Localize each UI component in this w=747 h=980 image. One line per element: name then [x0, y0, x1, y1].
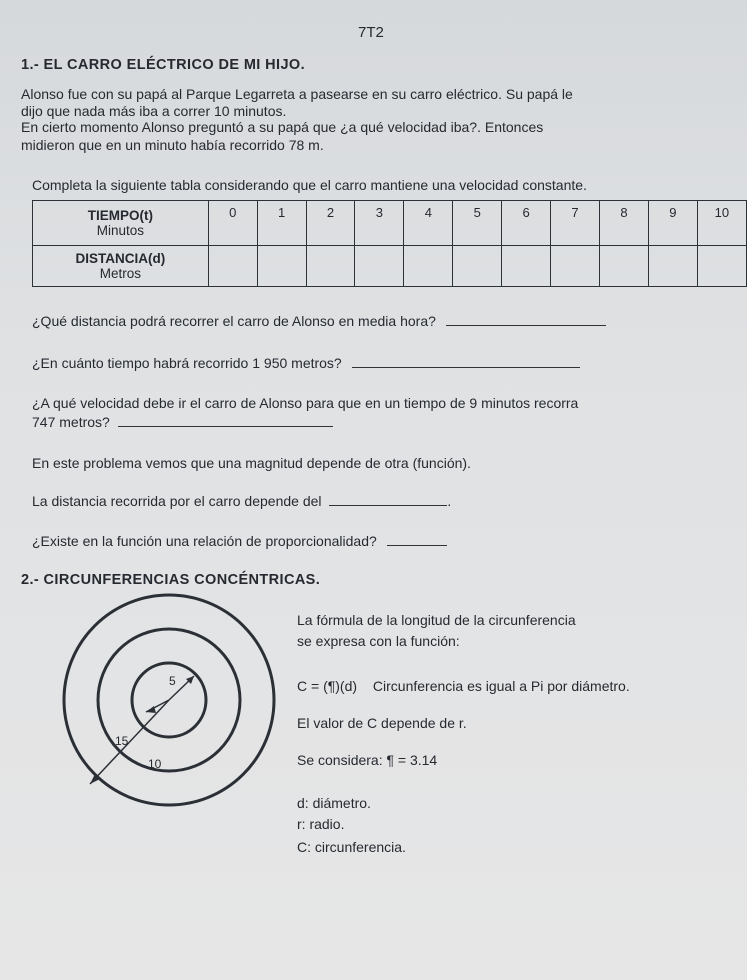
distance-unit: Metros: [99, 266, 141, 281]
time-cell: 1: [257, 201, 306, 246]
paragraph-line-1: Alonso fue con su papá al Parque Legarreta a pasearse en su carro eléctrico. Su papá le: [21, 86, 573, 102]
table-instruction: Completa la siguiente tabla considerando que el carro mantiene una velocidad constante.: [32, 177, 587, 193]
function-statement: En este problema vemos que una magnitud depende de otra (función).: [32, 455, 471, 471]
answer-line[interactable]: [387, 533, 447, 546]
distance-label-cell: [33, 246, 209, 287]
question-speed-line1: ¿A qué velocidad debe ir el carro de Alonso para que en un tiempo de 9 minutos recorra: [32, 395, 579, 411]
distance-blank-cell[interactable]: [355, 246, 404, 287]
time-label: TIEMPO(t): [87, 208, 153, 223]
question-half-hour: [32, 313, 606, 329]
question-depends-end: .: [447, 493, 452, 509]
question-1950: [32, 355, 580, 371]
radius-label-10: 10: [148, 757, 162, 771]
formula-line: [297, 678, 630, 694]
concentric-circles-diagram: [60, 590, 300, 820]
formula-intro-1: La fórmula de la longitud de la circunferencia: [297, 612, 576, 628]
distance-blank-cell[interactable]: [697, 246, 746, 287]
distance-label: DISTANCIA(d): [75, 251, 166, 266]
definition-c: C: circunferencia.: [297, 839, 406, 855]
time-cell: 8: [599, 201, 648, 246]
time-cell: 3: [355, 201, 404, 246]
paragraph-line-3: En cierto momento Alonso preguntó a su papá que ¿a qué velocidad iba?. Entonces: [21, 119, 544, 135]
question-speed-line2: [32, 414, 333, 430]
formula: C = (¶)(d): [297, 678, 358, 694]
definition-d: d: diámetro.: [297, 795, 371, 811]
question-depends: [32, 493, 451, 509]
distance-row: [33, 246, 747, 287]
time-cell: 9: [648, 201, 697, 246]
time-cell: 2: [306, 201, 355, 246]
time-cell: 10: [697, 201, 746, 246]
radius-label-5: 5: [169, 674, 176, 688]
distance-blank-cell[interactable]: [648, 246, 697, 287]
answer-line[interactable]: [446, 313, 606, 326]
distance-blank-cell[interactable]: [306, 246, 355, 287]
question-depends-text: La distancia recorrida por el carro depende del: [32, 493, 322, 509]
definition-r: r: radio.: [297, 816, 345, 832]
time-cell: 4: [404, 201, 453, 246]
distance-blank-cell[interactable]: [257, 246, 306, 287]
question-1950-text: ¿En cuánto tiempo habrá recorrido 1 950 metros?: [32, 355, 342, 371]
formula-description: Circunferencia es igual a Pi por diámetro.: [372, 678, 630, 694]
paragraph-line-2: dijo que nada más iba a correr 10 minutos.: [21, 103, 287, 119]
time-unit: Minutos: [96, 223, 144, 238]
distance-blank-cell[interactable]: [502, 246, 551, 287]
time-row: [33, 201, 747, 246]
answer-line[interactable]: [352, 355, 580, 368]
paragraph-line-4: midieron que en un minuto había recorrido 78 m.: [21, 137, 324, 153]
distance-blank-cell[interactable]: [208, 246, 257, 287]
section1-title: 1.- EL CARRO ELÉCTRICO DE MI HIJO.: [21, 57, 306, 73]
radius-label-15: 15: [115, 734, 129, 748]
answer-line[interactable]: [329, 493, 447, 506]
distance-blank-cell[interactable]: [551, 246, 600, 287]
question-half-hour-text: ¿Qué distancia podrá recorrer el carro de Alonso en media hora?: [32, 313, 436, 329]
question-speed-line2-text: 747 metros?: [32, 414, 110, 430]
time-cell: 7: [551, 201, 600, 246]
formula-intro-2: se expresa con la función:: [297, 633, 460, 649]
time-cell: 6: [502, 201, 551, 246]
depends-statement: El valor de C depende de r.: [297, 715, 467, 731]
pi-value: Se considera: ¶ = 3.14: [297, 752, 438, 768]
question-proportionality: [32, 533, 447, 549]
distance-blank-cell[interactable]: [453, 246, 502, 287]
answer-line[interactable]: [118, 414, 333, 427]
time-distance-table: [32, 200, 747, 287]
header-code: 7T2: [358, 24, 384, 41]
time-cell: 0: [208, 201, 257, 246]
distance-blank-cell[interactable]: [404, 246, 453, 287]
time-cell: 5: [453, 201, 502, 246]
time-label-cell: [33, 201, 209, 246]
section2-title: 2.- CIRCUNFERENCIAS CONCÉNTRICAS.: [21, 572, 321, 588]
question-proportionality-text: ¿Existe en la función una relación de proporcionalidad?: [32, 533, 377, 549]
distance-blank-cell[interactable]: [599, 246, 648, 287]
